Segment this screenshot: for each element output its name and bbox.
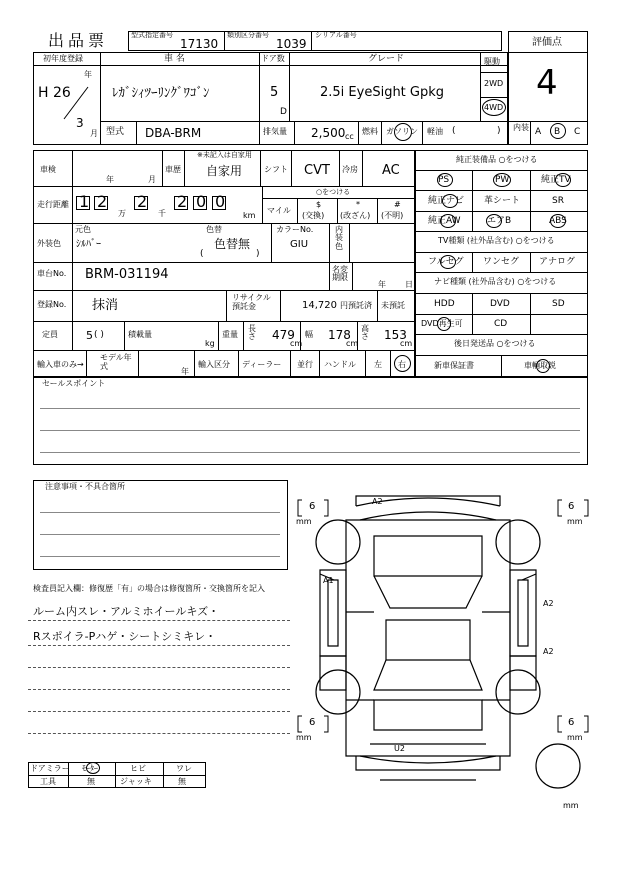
eq-navi: 純正ナビ bbox=[428, 196, 465, 206]
first-reg-year-unit: 年 bbox=[84, 70, 92, 79]
eq-aw: 純正AW bbox=[428, 216, 461, 226]
shaken-month-unit: 月 bbox=[148, 175, 156, 184]
mileage-digit-1: 1 bbox=[79, 192, 90, 211]
height-unit: cm bbox=[400, 339, 413, 348]
usage-value: 自家用 bbox=[206, 164, 243, 178]
expiry-year-unit: 年 bbox=[378, 280, 386, 289]
model-year-unit: 年 bbox=[181, 367, 189, 376]
car-damage-diagram bbox=[290, 480, 600, 810]
doors-value: 5 bbox=[270, 85, 279, 100]
form-title: 出品票 bbox=[48, 31, 109, 50]
model-cert-label: 型式指定番号 bbox=[131, 31, 173, 39]
eq-ps: PS bbox=[438, 175, 450, 185]
opt2-mark: * bbox=[356, 200, 360, 209]
doors-sub: D bbox=[280, 107, 287, 117]
circle-note: ○をつける bbox=[316, 188, 351, 196]
height-label: 高さ bbox=[361, 324, 369, 342]
navi-cd: CD bbox=[494, 319, 508, 329]
tool-value: 無 bbox=[87, 777, 95, 786]
serial-label: シリアル番号 bbox=[315, 31, 357, 39]
seats-unit: ( ) bbox=[94, 330, 104, 340]
damage-mark-right-2: A2 bbox=[543, 647, 554, 656]
tire-unit-fr: mm bbox=[567, 517, 583, 526]
displacement-unit: cc bbox=[345, 132, 354, 141]
drive-4wd: 4WD bbox=[484, 103, 504, 112]
length-label: 長さ bbox=[248, 324, 256, 342]
width-unit: cm bbox=[346, 339, 359, 348]
mileage-label: 走行距離 bbox=[37, 200, 69, 209]
width-value: 178 bbox=[328, 328, 351, 342]
tire-depth-rl: 6 bbox=[309, 717, 316, 728]
type-label: 型式 bbox=[106, 127, 125, 137]
tire-depth-fl: 6 bbox=[309, 501, 316, 512]
docs-manual: 車輌取説 bbox=[524, 361, 556, 370]
navi-title: ナビ種類 (社外品含む) ○をつける bbox=[434, 277, 557, 286]
height-value: 153 bbox=[384, 328, 407, 342]
eq-sr: SR bbox=[552, 196, 564, 206]
registration-label: 登録No. bbox=[37, 300, 67, 309]
man-unit: 万 bbox=[118, 209, 126, 218]
notes-label: 注意事項・不具合箇所 bbox=[45, 482, 125, 491]
handle-label: ハンドル bbox=[324, 360, 356, 369]
width-label: 幅 bbox=[305, 330, 313, 339]
length-unit: cm bbox=[290, 339, 303, 348]
expiry-label: 名変期限 bbox=[332, 265, 348, 282]
jack-value: 無 bbox=[178, 777, 186, 786]
shift-label: シフト bbox=[264, 165, 288, 174]
displacement-label: 排気量 bbox=[263, 127, 287, 136]
equipment-title: 純正装備品 ○をつける bbox=[456, 155, 538, 164]
right-handle-circle bbox=[394, 355, 411, 372]
first-reg-month: 3 bbox=[76, 116, 84, 130]
sen-unit: 千 bbox=[158, 209, 166, 218]
tv-title: TV種類 (社外品含む) ○をつける bbox=[438, 236, 555, 245]
opt2-text: (改ざん) bbox=[340, 211, 371, 220]
shift-value: CVT bbox=[304, 163, 330, 178]
first-reg-slash bbox=[60, 85, 90, 121]
fuel-gasoline-circle bbox=[394, 123, 412, 141]
recycle-value: 14,720 bbox=[302, 300, 337, 311]
damage-mark-front: A2 bbox=[372, 497, 383, 506]
load-label: 積載量 bbox=[128, 330, 152, 339]
chassis-label: 車台No. bbox=[37, 269, 67, 278]
interior-label: 内装 bbox=[513, 123, 529, 132]
fuel-gasoline: ガソリン bbox=[386, 127, 418, 136]
category-value: 1039 bbox=[276, 37, 307, 51]
mirror-label: ドアミラー bbox=[30, 764, 70, 773]
right-label: 右 bbox=[398, 360, 406, 369]
parallel-label: 並行 bbox=[297, 360, 313, 369]
import-cat-label: 輸入区分 bbox=[198, 360, 230, 369]
first-reg-month-unit: 月 bbox=[90, 129, 98, 138]
opt1-mark: $ bbox=[316, 200, 322, 209]
length-value: 479 bbox=[272, 328, 295, 342]
model-year-label: モデル年式 bbox=[100, 353, 132, 371]
inspector-note: 検査員記入欄：修復歴「有」の場合は修復箇所・交換箇所を記入 bbox=[33, 584, 265, 593]
tire-depth-fr: 6 bbox=[568, 501, 575, 512]
navi-hdd: HDD bbox=[434, 299, 455, 309]
mileage-digit-6: 0 bbox=[215, 192, 226, 211]
score-label: 評価点 bbox=[532, 37, 562, 48]
seats-label: 定員 bbox=[42, 330, 58, 339]
first-reg-label: 初年度登録 bbox=[43, 54, 83, 63]
eq-airbag: エアB bbox=[487, 216, 512, 226]
tv-analog: アナログ bbox=[539, 257, 576, 267]
navi-sd: SD bbox=[552, 299, 565, 309]
outer-color-label: 外装色 bbox=[37, 239, 61, 248]
opt1-text: (交換) bbox=[302, 211, 325, 220]
ac-value: AC bbox=[382, 163, 400, 178]
orig-color-value: ｼﾙﾊﾞｰ bbox=[76, 239, 101, 250]
recycle-status: 未預託 bbox=[381, 301, 405, 310]
ac-label: 冷房 bbox=[342, 165, 358, 174]
usage-note: ※未記入は自家用 bbox=[197, 151, 252, 159]
import-label: 輸入車のみ→ bbox=[37, 360, 84, 369]
hibi-label: ヒビ bbox=[130, 764, 146, 773]
drive-label: 駆動 bbox=[484, 57, 500, 66]
km-unit: km bbox=[243, 211, 256, 220]
displacement-value: 2,500 bbox=[311, 126, 346, 140]
tool-label: 工具 bbox=[40, 777, 56, 786]
mile-label: マイル bbox=[267, 206, 291, 215]
tv-oneseg: ワンセグ bbox=[483, 257, 520, 267]
weight-label: 重量 bbox=[222, 330, 238, 339]
recycle-unit: 円預託済 bbox=[340, 301, 372, 310]
seats-value: 5 bbox=[86, 329, 93, 342]
jack-label: ジャッキ bbox=[120, 777, 152, 786]
dealer-label: ディーラー bbox=[242, 360, 282, 369]
inspector-line-2: Rスポイラ-Pハゲ・シートシミキレ・ bbox=[33, 630, 217, 643]
navi-dvd: DVD bbox=[490, 299, 510, 309]
opt3-mark: # bbox=[394, 200, 401, 209]
registration-value: 抹消 bbox=[92, 298, 119, 313]
inspector-line-1: ルーム内スレ・アルミホイールキズ・ bbox=[33, 605, 220, 618]
usage-label: 車歴 bbox=[165, 165, 181, 174]
model-cert-value: 17130 bbox=[180, 37, 219, 51]
spare-tire-unit: mm bbox=[563, 801, 579, 810]
first-reg-era: H 26 bbox=[38, 85, 71, 101]
eq-pw: PW bbox=[495, 175, 510, 185]
opt3-text: (不明) bbox=[381, 211, 404, 220]
left-label: 左 bbox=[374, 360, 382, 369]
car-name-label: 車 名 bbox=[164, 54, 185, 64]
drive-2wd: 2WD bbox=[484, 79, 504, 88]
score-value: 4 bbox=[536, 63, 558, 103]
tire-unit-fl: mm bbox=[296, 517, 312, 526]
recycle-label: リサイクル預託金 bbox=[232, 293, 271, 312]
interior-b: B bbox=[554, 127, 561, 137]
eq-tv: 純正TV bbox=[541, 175, 571, 185]
shaken-label: 車検 bbox=[40, 165, 56, 174]
grade-label: グレード bbox=[368, 54, 405, 64]
fuel-diesel: 軽油 bbox=[427, 127, 443, 136]
docs-warranty: 新車保証書 bbox=[434, 361, 474, 370]
orig-color-label: 元色 bbox=[75, 225, 91, 234]
damage-mark-left: A1 bbox=[323, 576, 334, 585]
mileage-digit-2: 2 bbox=[97, 192, 108, 211]
ware-label: ワレ bbox=[176, 764, 192, 773]
colorno-label: カラーNo. bbox=[276, 225, 314, 234]
eq-leather: 革シート bbox=[484, 196, 521, 206]
doors-label: ドア数 bbox=[261, 54, 285, 63]
paint-value: 色替無 bbox=[214, 237, 251, 251]
interior-a: A bbox=[535, 127, 542, 137]
shaken-year-unit: 年 bbox=[106, 175, 114, 184]
mileage-digit-4: 2 bbox=[177, 192, 188, 211]
expiry-day-unit: 日 bbox=[405, 280, 413, 289]
tire-depth-rr: 6 bbox=[568, 717, 575, 728]
mileage-digit-3: 2 bbox=[137, 192, 148, 211]
interior-color-label: 内装色 bbox=[335, 225, 343, 251]
colorno-value: GIU bbox=[290, 239, 309, 250]
docs-title: 後日発送品 ○をつける bbox=[454, 339, 536, 348]
drive-4wd-circle bbox=[482, 99, 506, 116]
tire-unit-rl: mm bbox=[296, 733, 312, 742]
sales-point-label: セールスポイント bbox=[42, 379, 106, 388]
type-value: DBA-BRM bbox=[145, 126, 202, 140]
damage-mark-right-1: A2 bbox=[543, 599, 554, 608]
kg-unit: kg bbox=[205, 339, 215, 348]
mileage-digit-5: 0 bbox=[196, 192, 207, 211]
paint-label: 色替 bbox=[206, 225, 222, 234]
mirror-value: ﾓｰﾀｰ bbox=[82, 764, 98, 773]
chassis-value: BRM-031194 bbox=[85, 267, 169, 282]
car-name-value: ﾚｶﾞｼｨﾂｰﾘﾝｸﾞﾜｺﾞﾝ bbox=[112, 86, 210, 101]
navi-dvd-play: DVD再生可 bbox=[421, 319, 463, 328]
interior-c: C bbox=[574, 127, 581, 137]
interior-b-circle bbox=[550, 123, 566, 139]
fuel-label: 燃料 bbox=[362, 127, 378, 136]
tv-fullseg: フルセグ bbox=[428, 257, 464, 267]
tire-unit-rr: mm bbox=[567, 733, 583, 742]
grade-value: 2.5i EyeSight Gpkg bbox=[320, 85, 445, 100]
damage-mark-rear: U2 bbox=[394, 744, 405, 753]
category-label: 類別区分番号 bbox=[227, 31, 269, 39]
eq-abs: ABS bbox=[549, 216, 567, 226]
